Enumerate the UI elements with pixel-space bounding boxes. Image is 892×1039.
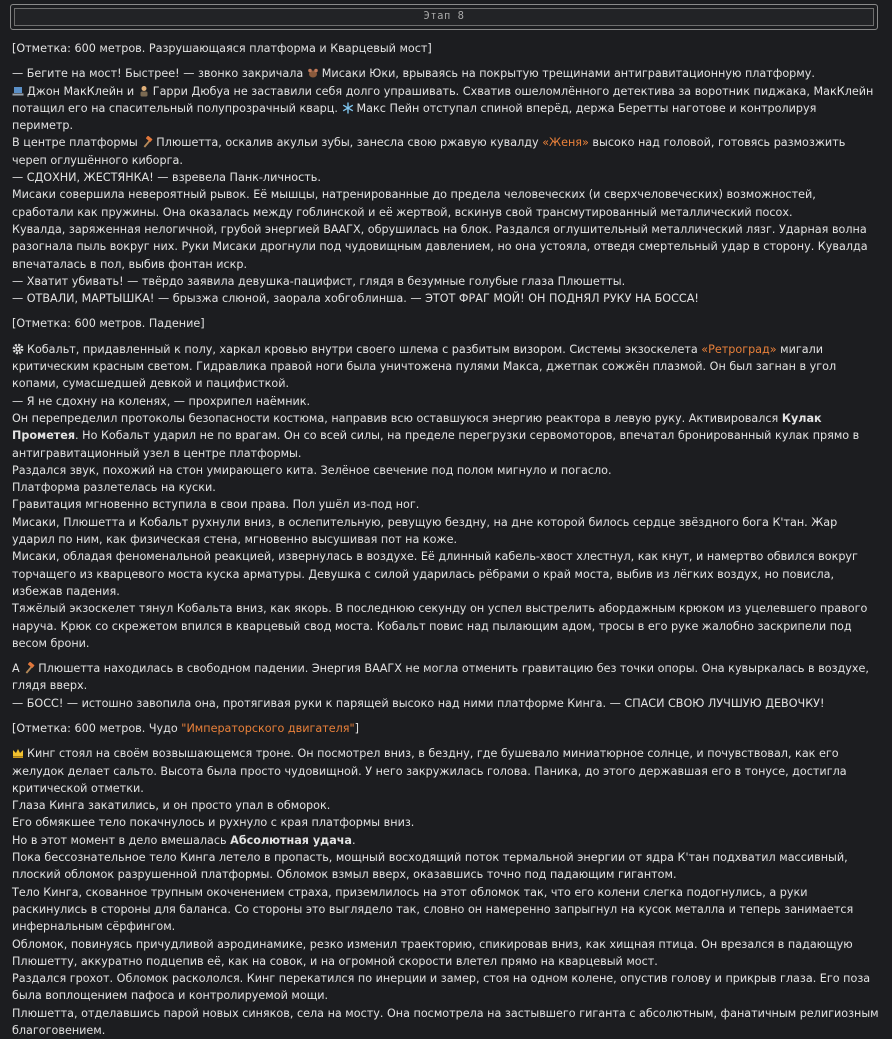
- paragraph: [12, 410, 880, 462]
- paragraph: [12, 660, 880, 695]
- laptop-icon: [12, 85, 24, 97]
- text: Он перепределил протоколы безопасности костюма, направив всю оставшуюся энергию реактора в левую руку. Активировался: [12, 411, 782, 425]
- snowflake-icon: [342, 102, 354, 114]
- paragraph: — СДОХНИ, ЖЕСТЯНКА! — взревела Панк-личность.: [12, 171, 321, 185]
- text: Кобальт, придавленный к полу, харкал кровью внутри своего шлема с разбитым визором. Системы экзоскелета: [27, 342, 702, 356]
- paragraph: [12, 832, 880, 849]
- paragraph: Тяжёлый экзоскелет тянул Кобальта вниз, как якорь. В последнюю секунду он успел выстрелить абордажным крюком из уцелевшего правого наруча. Крюк со скрежетом впился в кварцевый свод моста. Кобальт повис над пылающим адом, тросы в его руке жалобно заскрипели под весом брони.: [12, 602, 868, 650]
- text: [Отметка: 600 метров. Чудо: [12, 721, 182, 735]
- text: ]: [354, 721, 360, 735]
- text: Но в этот момент в дело вмешалась: [12, 833, 231, 847]
- paragraph: Раздался грохот. Обломок раскололся. Кинг перекатился по инерции и замер, стоя на одном колене, опустив голову и прикрыв глаза. Его поза была воплощением пафоса и контролируемой мощи.: [12, 972, 871, 1003]
- text: мигали критическим красным светом. Гидравлика правой ноги была уничтожена пулями Макса, джетпак сожжён плазмой. Он был загнан в угол копами, сумасшедшей девкой и пацифисткой.: [12, 342, 837, 391]
- text: .: [351, 833, 356, 847]
- paragraph: Кувалда, заряженная нелогичной, грубой энергией ВААГХ, обрушилась на блок. Раздался оглушительный металлический лязг. Ударная волна разогнала пыль вокруг них. Руки Мисаки дрогнули под чудовищным давлением, но она устояла, отведя смертельный удар в сторону. Кувалда впечаталась в пол, выбив фонтан искр.: [12, 222, 868, 271]
- paragraph: Пока бессознательное тело Кинга летело в пропасть, мощный восходящий поток термальной энергии от ядра К'тан подхватил массивный, плоский обломок разрушенной платформы. Обломок взмыл вверх, оказавшись точно под падающим гигантом.: [12, 851, 848, 882]
- section-marker: [Отметка: 600 метров. Разрушающаяся платформа и Кварцевый мост]: [12, 42, 432, 55]
- text: Джон МакКлейн и: [27, 84, 138, 98]
- paragraph: Тело Кинга, скованное трупным окоченением страха, приземлилось на этот обломок так, что его колени слегка подогнулись, а руки раскинулись в стороны для баланса. Со стороны это выглядело так, словно он намеренно запрыгнул на кусок металла и теперь занимается инфернальным сёрфингом.: [12, 885, 854, 934]
- section-4: [12, 745, 880, 1039]
- text: Мисаки Юки, врываясь на покрытую трещинами антигравитационную платформу.: [321, 67, 815, 81]
- text: . Но Кобальт ударил не по врагам. Он со всей силы, на пределе перегрузки сервомоторов, впечатал бронированный кулак прямо в антигравитационный узел в центре платформы.: [12, 429, 860, 460]
- text: Макс Пейн отступал спиной вперёд, держа Беретты наготове и контролируя периметр.: [12, 101, 817, 133]
- text: Плюшетта, оскалив акульи зубы, занесла свою ржавую кувалду: [156, 136, 543, 150]
- paragraph: Плюшетта, отделавшись парой новых синяков, села на мосту. Она посмотрела на застывшего гиганта с абсолютным, фанатичным религиозным благоговением.: [12, 1006, 879, 1038]
- gear-icon: [12, 343, 24, 355]
- paragraph: Мисаки совершила невероятный рывок. Её мышцы, натренированные до предела человеческих (и сверхчеловеческих) возможностей, сработали как пружины. Она оказалась между гоблинской и её жертвой, вскинув свой трансмутированный металлический посох.: [12, 188, 816, 219]
- paragraph: Мисаки, Плюшетта и Кобальт рухнули вниз, в ослепительную, ревущую бездну, на дне которой билось сердце звёздного бога К'тан. Жар ударил по ним, как физическая стена, мгновенно высушивая пот на коже.: [12, 515, 838, 547]
- text: В центре платформы: [12, 136, 142, 150]
- paragraph: Платформа разлетелась на куски.: [12, 481, 216, 495]
- paragraph: [12, 341, 880, 393]
- paragraph: [12, 134, 880, 169]
- text: Плюшетта находилась в свободном падении. Энергия ВААГХ не могла отменить гравитацию без точки опоры. Она кувыркалась в воздухе, глядя вверх.: [12, 662, 869, 693]
- paragraph: Мисаки, обладая феноменальной реакцией, извернулась в воздухе. Её длинный кабель-хвост хлестнул, как кнут, и намертво обвился вокруг торчащего из кварцевого моста куска арматуры. Девушка с силой ударилась рёбрами о край моста, выбив из лёгких воздух, но повисла, избежав падения.: [12, 550, 858, 598]
- crown-icon: [12, 747, 24, 759]
- stage-button[interactable]: Этап 8: [10, 4, 878, 30]
- engine-name: "Императорского двигателя": [181, 721, 355, 735]
- section-3: [12, 660, 880, 712]
- hammer-icon: [141, 136, 153, 148]
- paragraph: — ОТВАЛИ, МАРТЫШКА! — брызжа слюной, заорала хобгоблинша. — ЭТОТ ФРАГ МОЙ! ОН ПОДНЯЛ РУКУ НА БОССА!: [12, 292, 699, 306]
- section-marker: [12, 720, 880, 737]
- text: — Бегите на мост! Быстрее! — звонко закричала: [12, 67, 307, 81]
- paragraph: Гравитация мгновенно вступила в свои права. Пол ушёл из-под ног.: [12, 498, 420, 512]
- person-icon: [138, 85, 150, 97]
- text: А: [12, 662, 24, 676]
- mouse-icon: [307, 67, 319, 79]
- text: высоко над головой, готовясь размозжить череп оглушённого киборга.: [12, 136, 846, 167]
- section-2: [12, 341, 880, 652]
- paragraph: [12, 745, 880, 797]
- paragraph: Обломок, повинуясь причудливой аэродинамике, резко изменил траекторию, спикировав вниз, как хищная птица. Он врезался в падающую Плюшетту, аккуратно подцепив её, как на совок, и на огромной скорости влетел прямо на кварцевый мост.: [12, 937, 853, 968]
- paragraph: [12, 83, 880, 135]
- exoskeleton-name: «Ретроград»: [701, 342, 777, 356]
- paragraph: Глаза Кинга закатились, и он просто упал в обморок.: [12, 799, 331, 813]
- paragraph: [12, 65, 880, 82]
- section-1: [12, 65, 880, 307]
- section-marker: [Отметка: 600 метров. Падение]: [12, 317, 205, 331]
- text: Кинг стоял на своём возвышающемся троне. Он посмотрел вниз, в бездну, где бушевало миниатюрное солнце, и почувствовал, как его желудок делает сальто. Высота была просто чудовищной. У него закружилась голова. Паника, до этого державшая его в тонусе, достигла критической отметки.: [12, 747, 847, 795]
- paragraph: Его обмякшее тело покачнулось и рухнуло с края платформы вниз.: [12, 816, 415, 830]
- hammer-name: «Женя»: [542, 136, 589, 150]
- ability-name: Кулак Прометея: [12, 411, 822, 443]
- ability-name: Абсолютная удача: [230, 833, 352, 847]
- paragraph: — Хватит убивать! — твёрдо заявила девушка-пацифист, глядя в безумные голубые глаза Плюшетты.: [12, 274, 626, 288]
- paragraph: Раздался звук, похожий на стон умирающего кита. Зелёное свечение под полом мигнуло и погасло.: [12, 463, 612, 477]
- hammer-icon: [23, 662, 35, 674]
- paragraph: — БОСС! — истошно завопила она, протягивая руки к парящей высоко над ними платформе Кинга. — СПАСИ СВОЮ ЛУЧШУЮ ДЕВОЧКУ!: [12, 696, 825, 710]
- text: Гарри Дюбуа не заставили себя долго упрашивать. Схватив ошеломлённого детектива за воротник пиджака, МакКлейн потащил его на спасительный полупрозрачный кварц.: [12, 84, 874, 115]
- paragraph: — Я не сдохну на коленях, — прохрипел наёмник.: [12, 394, 311, 408]
